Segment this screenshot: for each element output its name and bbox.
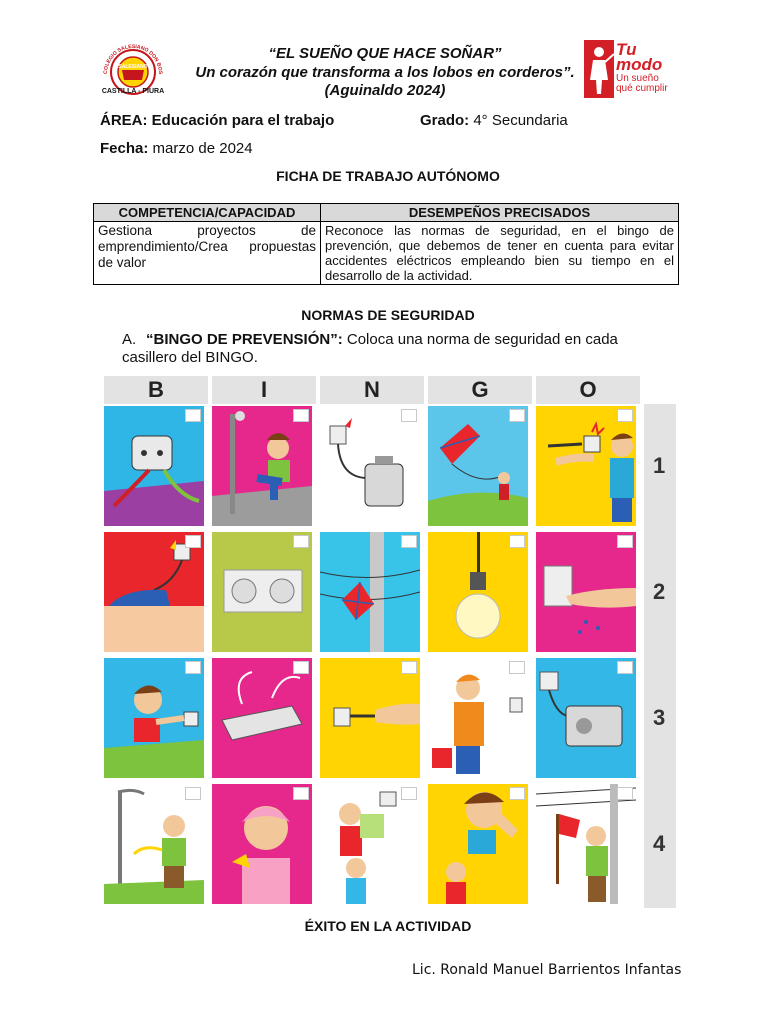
bingo-cell[interactable] (212, 406, 312, 526)
row-number-3: 3 (653, 705, 666, 730)
section-title: NORMAS DE SEGURIDAD (301, 307, 475, 323)
bingo-letter-o: O (536, 376, 640, 404)
footer-title: ÉXITO EN LA ACTIVIDAD (304, 918, 472, 934)
competency-header: COMPETENCIA/CAPACIDAD (94, 204, 321, 222)
grade-label: Grado: (420, 112, 470, 129)
area-value: Educación para el trabajo (151, 112, 335, 129)
bingo-cell[interactable] (536, 784, 636, 904)
school-logo-caption: CASTILLA - PIURA (101, 88, 165, 95)
child-touching-outlet-icon (104, 658, 204, 778)
bingo-cell[interactable] (428, 532, 528, 652)
signature: Lic. Ronald Manuel Barrientos Infantas (412, 962, 682, 978)
tu-modo-logo-tagline: Un sueño qué cumplir (616, 73, 668, 94)
competency-cell: Gestiona proyectos de emprendimiento/Crea propuestas de valor (94, 222, 321, 285)
double-outlet-icon (212, 532, 312, 652)
light-bulb-icon (428, 532, 528, 652)
sheet-title: FICHA DE TRABAJO AUTÓNOMO (276, 168, 500, 184)
bingo-letter-i: I (212, 376, 316, 404)
iron-outlet-icon (104, 532, 204, 652)
bingo-cell[interactable] (212, 784, 312, 904)
bingo-cell[interactable] (104, 658, 204, 778)
bingo-cell[interactable] (212, 532, 312, 652)
bingo-cell[interactable] (212, 658, 312, 778)
document-subtitle: Un corazón que transforma a los lobos en corderos”. (195, 64, 575, 81)
boy-with-wet-cloth-icon (320, 784, 420, 904)
bingo-letter-b: B (104, 376, 208, 404)
man-with-bucket-icon (428, 658, 528, 778)
bingo-cell[interactable] (320, 658, 420, 778)
hand-unplugging-icon (320, 658, 420, 778)
school-logo-center-text: SALESIANO (118, 64, 148, 70)
activity-letter: A. (122, 331, 137, 348)
bingo-cell[interactable] (104, 784, 204, 904)
document-year-line: (Aguinaldo 2024) (324, 82, 446, 99)
bingo-cell[interactable] (536, 658, 636, 778)
girl-with-hairdryer-icon (212, 784, 312, 904)
extension-cord-icon (212, 658, 312, 778)
row-number-2: 2 (653, 579, 666, 604)
wet-hand-outlet-icon (536, 532, 636, 652)
bingo-cell[interactable] (104, 532, 204, 652)
bingo-cell[interactable] (428, 406, 528, 526)
boy-with-flag-near-pole-icon (536, 784, 636, 904)
bingo-cell[interactable] (536, 532, 636, 652)
bingo-letter-g: G (428, 376, 532, 404)
bingo-cell[interactable] (320, 784, 420, 904)
spark-outlet-boy-icon (536, 406, 636, 526)
kettle-on-outlet-icon (320, 406, 420, 526)
activity-instruction-text: Coloca una norma de seguridad en cada casillero del BINGO. (122, 331, 618, 366)
boy-with-hose-near-lamp-icon (104, 784, 204, 904)
performance-header: DESEMPEÑOS PRECISADOS (321, 204, 679, 222)
power-strip-plugs-icon (104, 406, 204, 526)
grade-value: 4° Secundaria (473, 112, 568, 129)
date-value: marzo de 2024 (152, 140, 253, 157)
bingo-cell[interactable] (536, 406, 636, 526)
document-title: “EL SUEÑO QUE HACE SOÑAR” (268, 45, 502, 62)
date-label: Fecha: (100, 140, 149, 157)
tu-modo-logo-text: Tu modo (616, 40, 663, 74)
area-label: ÁREA: (100, 112, 148, 129)
bingo-cell[interactable] (320, 532, 420, 652)
row-number-1: 1 (653, 453, 666, 478)
bingo-cell[interactable] (320, 406, 420, 526)
performance-cell: Reconoce las normas de seguridad, en el bingo de prevención, que debemos de tener en cuenta para evitar accidentes eléctricos empleando bien su tiempo en el desarrollo de la actividad. (321, 222, 679, 285)
boy-kicking-lamp-post-icon (212, 406, 312, 526)
school-logo-ring-text: COLEGIO SALESIANO DON BOS (102, 43, 164, 75)
bingo-cell[interactable] (428, 658, 528, 778)
kite-on-power-pole-icon (320, 532, 420, 652)
row-number-4: 4 (653, 831, 666, 856)
activity-name: “BINGO DE PREVENSIÓN”: (146, 331, 343, 348)
bingo-letter-n: N (320, 376, 424, 404)
bingo-cell[interactable] (104, 406, 204, 526)
kite-boy-icon (428, 406, 528, 526)
bingo-cell[interactable] (428, 784, 528, 904)
radio-plugged-icon (536, 658, 636, 778)
shocked-girl-icon (428, 784, 528, 904)
